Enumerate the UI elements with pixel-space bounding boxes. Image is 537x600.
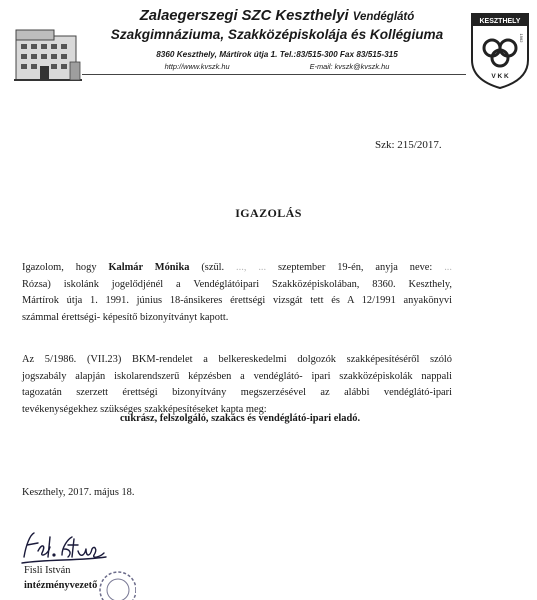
school-name: Zalaegerszegi SZC Keszthelyi Vendéglátó [139, 8, 415, 24]
paragraph-line: Mártírok útja 1. 1991. június 18-ánsikeres érettségi vizsgát tett és A 12/1991 anyakönyvi [22, 295, 452, 307]
redacted-birth: ..., ... [224, 262, 279, 273]
school-address: 8360 Keszthely, Mártírok útja 1. Tel.:83/515-300 Fax 83/515-315 [156, 50, 398, 59]
reference-number: Szk: 215/2017. [375, 139, 442, 151]
redacted-mother: ... [432, 262, 452, 273]
paragraph-line: tevékenységekhez szükséges szakképesítéseket kapta meg: [22, 403, 267, 415]
emblem-bottom-text: V K K [491, 73, 509, 80]
official-stamp [96, 568, 136, 600]
school-emblem [468, 10, 532, 90]
paragraph-line: Igazolom, hogy Kalmár Mónika (szül. ..., ... szeptember 19-én, anyja neve: ... [22, 262, 452, 273]
school-building-logo [14, 22, 84, 86]
student-name: Kalmár Mónika [108, 262, 190, 273]
school-subtitle: Szakgimnáziuma, Szakközépiskolája és Kollégiuma [110, 27, 444, 42]
emblem-year: 1962 [519, 33, 524, 43]
paragraph-line: számmal érettségi- képesítő bizonyítványt kapott. [22, 311, 229, 323]
paragraph-regulation [22, 352, 452, 419]
paragraph-line: Rózsa) iskolánk jogelődjénél a Vendéglátóipari Szakközépiskolában, 8360. Keszthely, [22, 278, 452, 290]
school-website: http://www.kvszk.hu [164, 62, 230, 71]
signer-role: intézményvezető [24, 580, 98, 591]
school-email: E-mail: kvszk@kvszk.hu [309, 62, 390, 71]
paragraph-line: jogszabály alapján iskolarendszerű képzésben a vendéglátó- ipari szakközépiskolák nappali [22, 370, 452, 382]
paragraph-line: Az 5/1986. (VII.23) BKM-rendelet a belkereskedelmi dolgozók szakképesítéséről szóló [22, 354, 452, 365]
paragraph-certification [22, 260, 452, 327]
qualifications-list: cukrász, felszolgáló, szakács és vendéglátó-ipari eladó. [119, 413, 361, 424]
letterhead-divider [82, 74, 466, 75]
document-title: IGAZOLÁS [235, 206, 302, 220]
handwritten-signature [18, 527, 108, 567]
paragraph-line: tagozatán szerzett érettségi bizonyítvány megszerzésével az alábbi vendéglátó-ipari [22, 387, 452, 399]
school-contact [82, 62, 472, 71]
emblem-top-text: KESZTHELY [479, 18, 521, 25]
place-and-date: Keszthely, 2017. május 18. [22, 487, 135, 498]
signer-name: Fisli István [24, 565, 71, 576]
